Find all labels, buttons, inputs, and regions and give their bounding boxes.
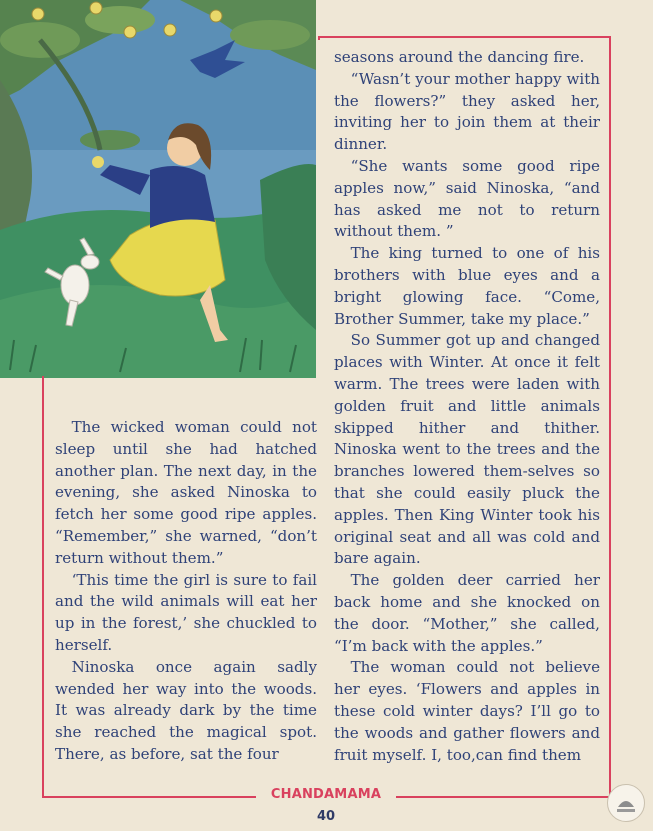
story-paragraph: “She wants some good ripe apples now,” said Ninoska, “and has asked me not to return without them. ”	[334, 156, 600, 241]
story-paragraph: “Wasn’t your mother happy with the flowers?” they asked her, inviting her to join them at their dinner.	[334, 69, 600, 154]
frame-bottom-border-left	[42, 796, 256, 798]
story-paragraph: ‘This time the girl is sure to fail and the wild animals will eat her up in the forest,’ she chuckled to herself.	[55, 570, 317, 654]
frame-bottom-border-right	[396, 796, 611, 798]
story-paragraph: The wicked woman could not sleep until she had hatched another plan. The next day, in the evening, she asked Ninoska to fetch her some good ripe apples. “Remember,” she warned, “don’t return without them.”	[55, 418, 317, 567]
page-number: 40	[316, 809, 336, 824]
frame-right-border	[609, 36, 611, 796]
story-paragraph: seasons around the dancing fire.	[334, 48, 585, 66]
story-paragraph: So Summer got up and changed places with Winter. At once it felt warm. The trees were laden with golden fruit and little animals skipped hither and thither. Ninoska went to the trees and the branches lowered them-selves so that she could easily pluck the apples. Then King Winter took his original seat and all was cold and bare again.	[334, 331, 600, 568]
chandamama-logo-stamp-icon	[607, 784, 645, 822]
story-left-column	[55, 417, 317, 766]
girl-picking-apples-illustration	[0, 0, 316, 378]
story-paragraph: The king turned to one of his brothers with blue eyes and a bright glowing face. “Come, Brother Summer, take my place.”	[334, 244, 600, 328]
story-right-column	[334, 47, 600, 766]
frame-top-border	[318, 36, 610, 38]
story-paragraph: Ninoska once again sadly wended her way into the woods. It was already dark by the time she reached the magical spot. There, as before, sat the four	[55, 657, 317, 763]
frame-left-upper-border	[318, 36, 320, 40]
story-paragraph: The golden deer carried her back home and she knocked on the door. “Mother,” she called, “I’m back with the apples.”	[334, 571, 600, 655]
magazine-name: CHANDAMAMA	[270, 787, 382, 802]
story-paragraph: The woman could not believe her eyes. ‘Flowers and apples in these cold winter days? I’ll go to the woods and gather flowers and fruit myself. I, too,can find them	[334, 658, 600, 764]
frame-left-border	[42, 376, 44, 796]
